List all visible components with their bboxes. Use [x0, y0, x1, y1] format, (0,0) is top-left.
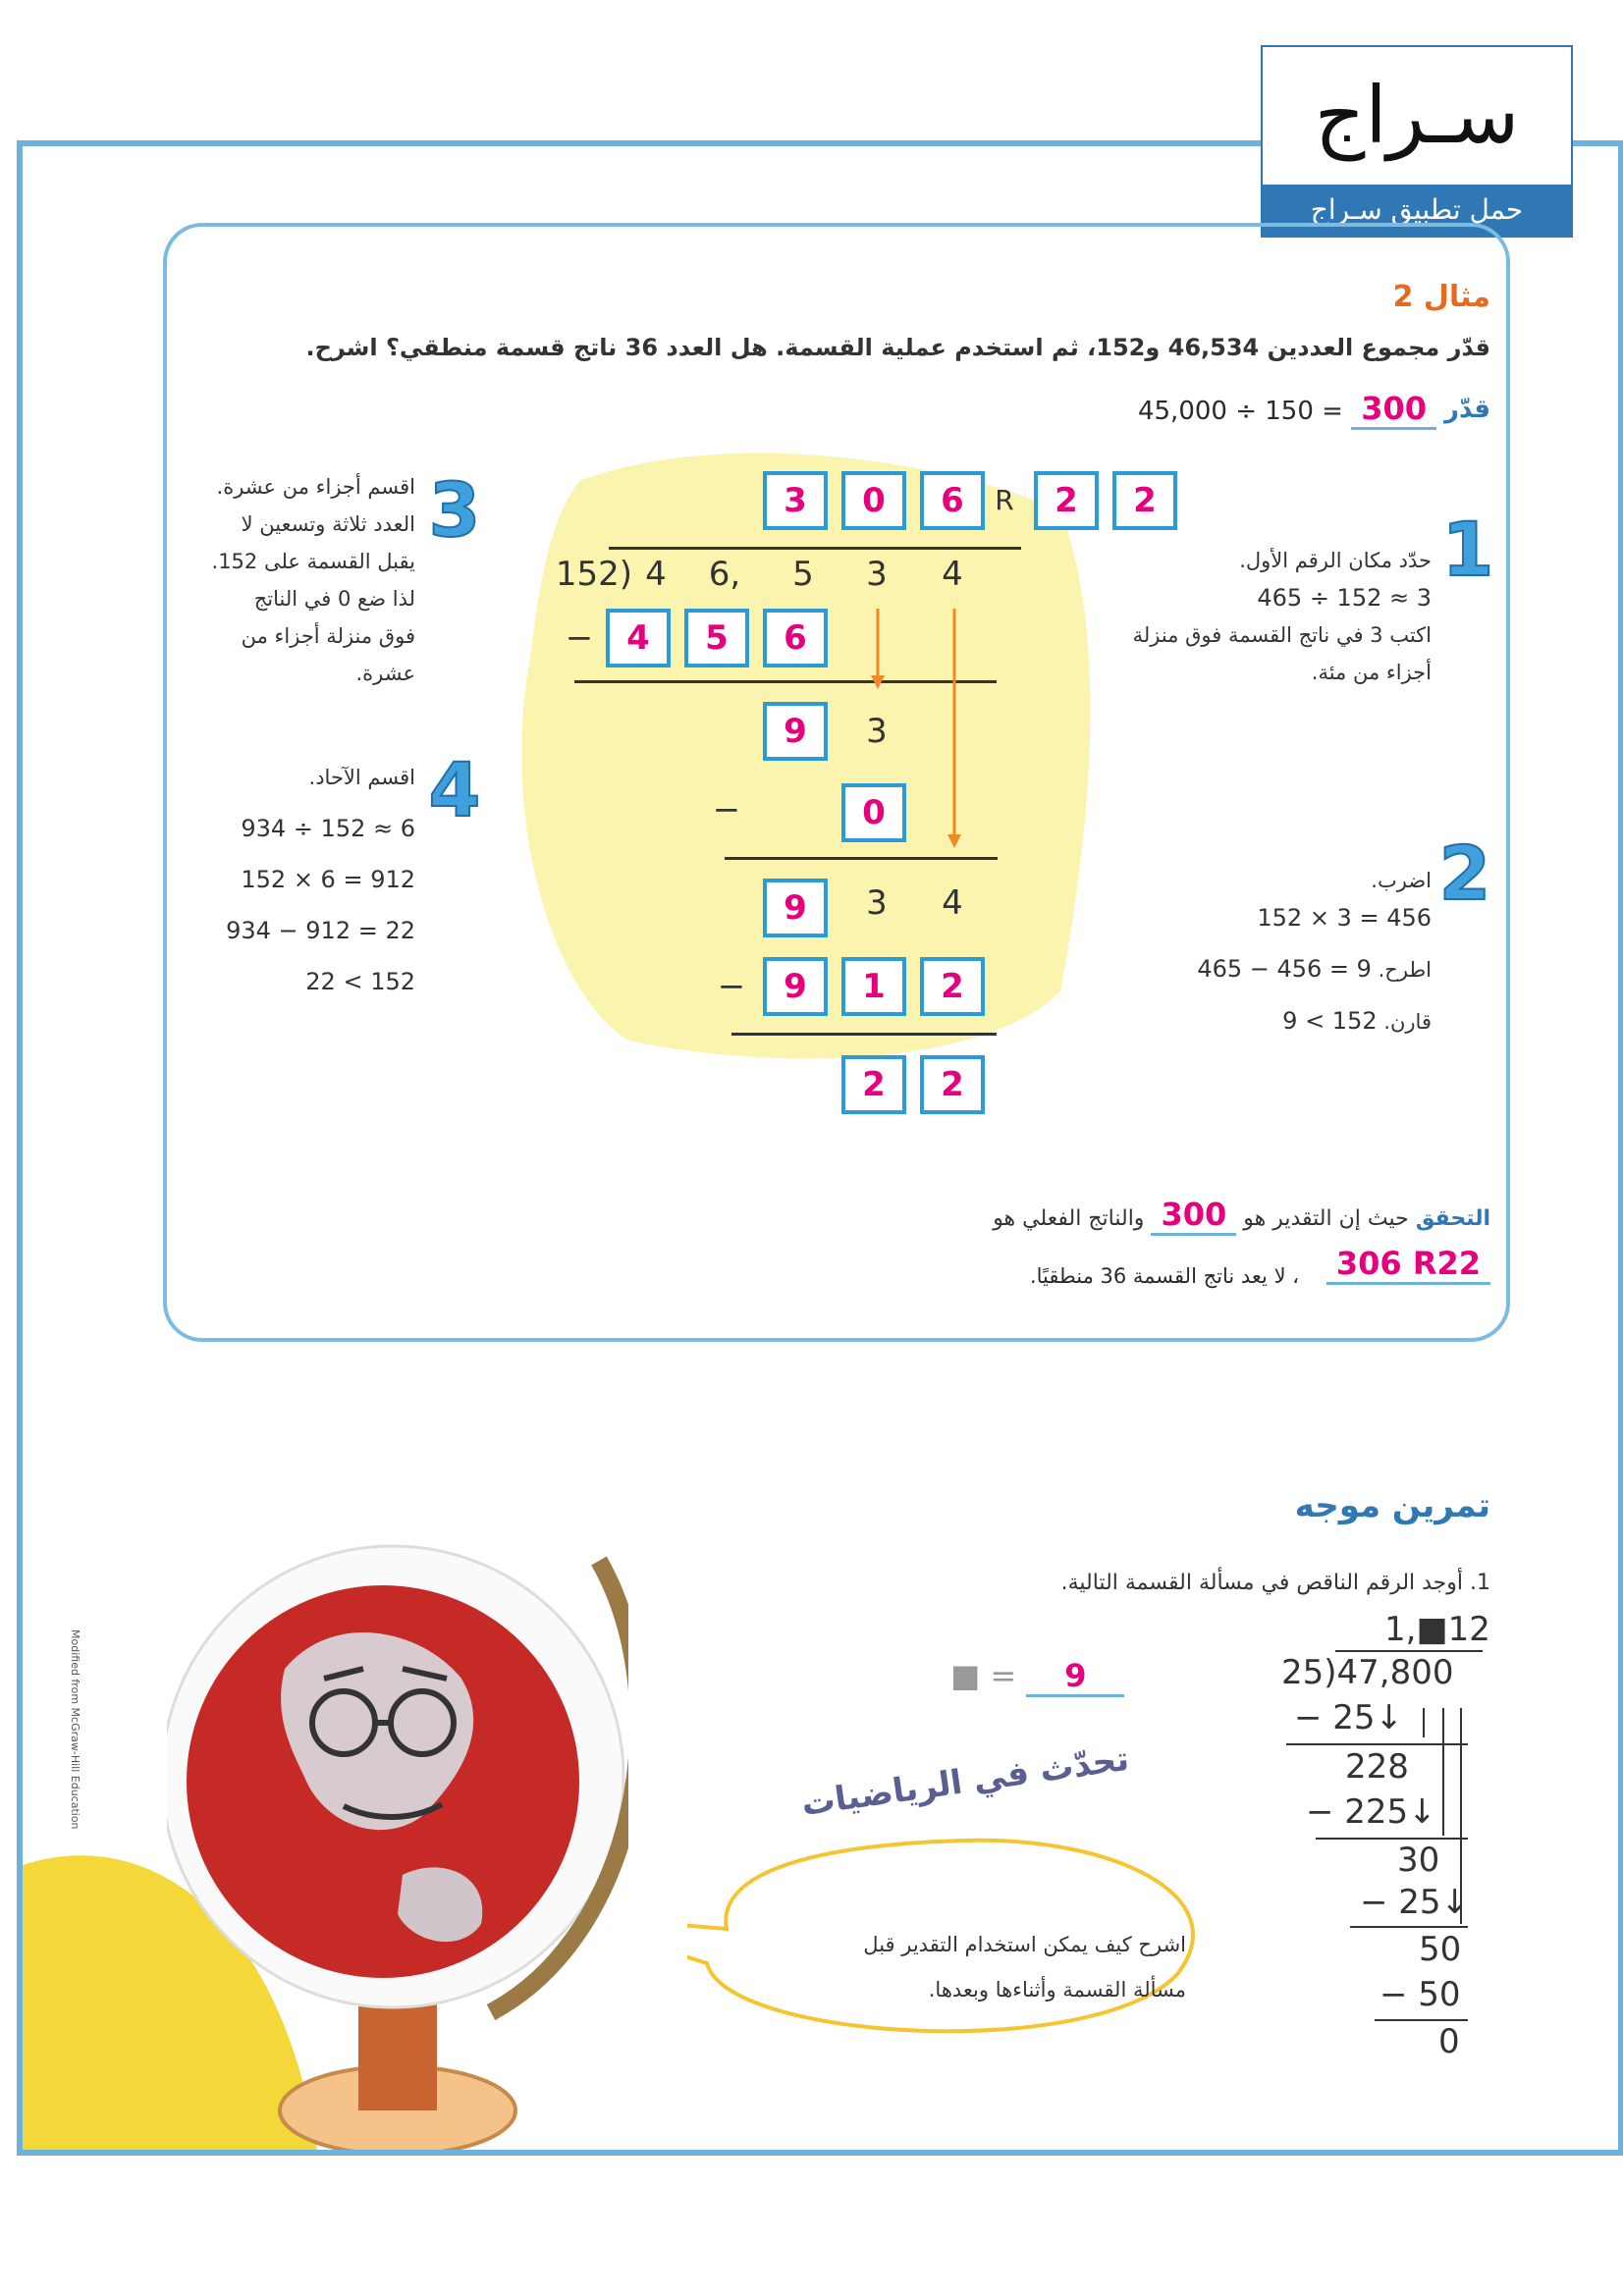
division-bar [1335, 1650, 1483, 1652]
check-section [993, 1196, 1490, 1236]
step-4-math: 934 ÷ 152 ≈ 6 [241, 815, 415, 842]
exercise-1-text: 1. أوجد الرقم الناقص في مسألة القسمة التالية. [1060, 1571, 1490, 1595]
step-3-line: عشرة. [355, 662, 415, 685]
division-line: − 25↓ [1294, 1698, 1404, 1737]
product-digit: 5 [684, 609, 749, 667]
talk-line: مسألة القسمة وأثناءها وبعدها. [928, 1978, 1186, 2002]
subtraction-line [731, 1033, 997, 1036]
logo-wordmark: سـراج [1314, 70, 1520, 161]
step-3-line: يقبل القسمة على 152. [211, 550, 415, 573]
step-1-math: 465 ÷ 152 ≈ 3 [1257, 584, 1432, 612]
division-line: − 50 [1380, 1975, 1461, 2014]
example-title: مثال 2 [1392, 280, 1490, 314]
quotient-digit: 6 [920, 471, 985, 530]
step-2-row [1197, 1002, 1432, 1041]
minus-sign: − [565, 618, 594, 658]
step-4-math: 22 < 152 [305, 968, 415, 995]
step-1-line: حدّد مكان الرقم الأول. [1239, 549, 1432, 572]
step-3-line: فوق منزلة أجزاء من [241, 624, 415, 648]
step-3-line: اقسم أجزاء من عشرة. [216, 475, 415, 499]
logo-tagline: حمل تطبيق سـراج [1263, 185, 1571, 236]
step-2-line: اضرب. [1371, 869, 1432, 892]
division-line: 30 [1397, 1841, 1440, 1880]
step-2-label: اطرح. [1378, 958, 1432, 982]
quotient-digit: 0 [841, 471, 906, 530]
step-4-math: 152 × 6 = 912 [241, 866, 415, 893]
dividend-digit: 4 [645, 555, 667, 594]
talk-line: اشرح كيف يمكن استخدام التقدير قبل [863, 1933, 1186, 1956]
missing-digit-answer [950, 1657, 1124, 1697]
step-1-text [1133, 542, 1432, 691]
partial-digit: 4 [942, 883, 963, 923]
step-2-label: قارن. [1383, 1010, 1432, 1034]
talk-math-title: تحدّث في الرياضيات [798, 1738, 1132, 1825]
partial-digit: 9 [763, 702, 828, 761]
division-line: 228 [1345, 1747, 1409, 1787]
division-line: 25)47,800 [1281, 1653, 1454, 1692]
check-section-2 [1326, 1245, 1490, 1285]
step-4-line: اقسم الآحاد. [308, 766, 415, 789]
step-3-line: العدد ثلاثة وتسعين لا [241, 512, 415, 536]
step-1-line: أجزاء من مئة. [1311, 661, 1432, 684]
copyright-credit: Modified from McGraw-Hill Education [69, 1629, 81, 1830]
check-actual: 306 R22 [1326, 1245, 1490, 1285]
minus-sign: − [717, 967, 746, 1006]
check-estimate: 300 [1151, 1196, 1236, 1236]
check-text: والناتج الفعلي هو [993, 1206, 1145, 1231]
missing-digit-label: ■ = [950, 1657, 1017, 1694]
remainder-result: 2 [920, 1055, 985, 1114]
step-number-1: 1 [1441, 506, 1494, 593]
estimate-answer: 300 [1351, 390, 1436, 430]
division-line: 50 [1419, 1930, 1462, 1969]
remainder-letter: R [995, 484, 1014, 516]
step-1-line: اكتب 3 في ناتج القسمة فوق منزلة [1132, 623, 1432, 647]
bring-down-lines [1414, 1708, 1473, 1929]
siraj-logo [1261, 45, 1573, 238]
talk-math-prompt [734, 1922, 1186, 2012]
check-conclusion: ، لا يعد ناتج القسمة 36 منطقيًا. [1029, 1264, 1299, 1288]
estimate-expr-text: 45,000 ÷ 150 = [1137, 397, 1343, 426]
remainder-result: 2 [841, 1055, 906, 1114]
partial-digit: 3 [866, 883, 888, 923]
product-digit: 6 [763, 609, 828, 667]
product-digit: 9 [763, 957, 828, 1016]
check-label: التحقق [1415, 1206, 1490, 1231]
step-3-text [212, 468, 416, 692]
step-4-math: 934 − 912 = 22 [226, 917, 415, 944]
quotient-digit: 3 [763, 471, 828, 530]
subtraction-line [1375, 2019, 1468, 2021]
step-4-text [226, 759, 415, 1000]
step-2-math: 152 × 3 = 456 [1257, 904, 1432, 932]
step-3-line: لذا ضع 0 في الناتج [253, 587, 415, 611]
check-text: حيث إن التقدير هو [1243, 1206, 1409, 1231]
estimate-label: قدّر [1443, 395, 1490, 424]
estimate-expression [1138, 390, 1436, 427]
step-number-2: 2 [1438, 829, 1491, 917]
example-question: قدّر مجموع العددين 46,534 و152، ثم استخدم عملية القسمة. هل العدد 36 ناتج قسمة منطقي؟ اشرح. [305, 334, 1490, 361]
product-digit: 1 [841, 957, 906, 1016]
divisor: 152) [555, 555, 633, 594]
guided-practice-title: تمرين موجه [1294, 1486, 1490, 1525]
subtraction-line [725, 857, 998, 860]
division-line: − 225↓ [1306, 1792, 1436, 1832]
partial-digit: 3 [866, 712, 888, 751]
division-line: − 25↓ [1360, 1883, 1470, 1922]
step-2-math: 465 − 456 = 9 [1197, 955, 1372, 983]
product-digit: 4 [606, 609, 671, 667]
step-2-text [1197, 862, 1432, 1041]
dividend-digit: 6, [708, 555, 741, 594]
division-line: 1,■12 [1384, 1610, 1490, 1649]
remainder-digit: 2 [1112, 471, 1177, 530]
step-2-row [1197, 950, 1432, 988]
dividend-digit: 4 [942, 555, 963, 594]
partial-digit: 9 [763, 879, 828, 937]
step-number-4: 4 [428, 746, 481, 833]
remainder-digit: 2 [1034, 471, 1099, 530]
division-line: 0 [1438, 2022, 1460, 2061]
product-digit: 0 [841, 783, 906, 842]
globe-character [167, 1522, 628, 2150]
step-2-math: 9 < 152 [1282, 1007, 1378, 1035]
step-number-3: 3 [428, 466, 481, 554]
dividend-digit: 5 [792, 555, 814, 594]
missing-digit-value: 9 [1026, 1657, 1124, 1697]
product-digit: 2 [920, 957, 985, 1016]
minus-sign: − [712, 790, 741, 829]
dividend-digit: 3 [866, 555, 888, 594]
